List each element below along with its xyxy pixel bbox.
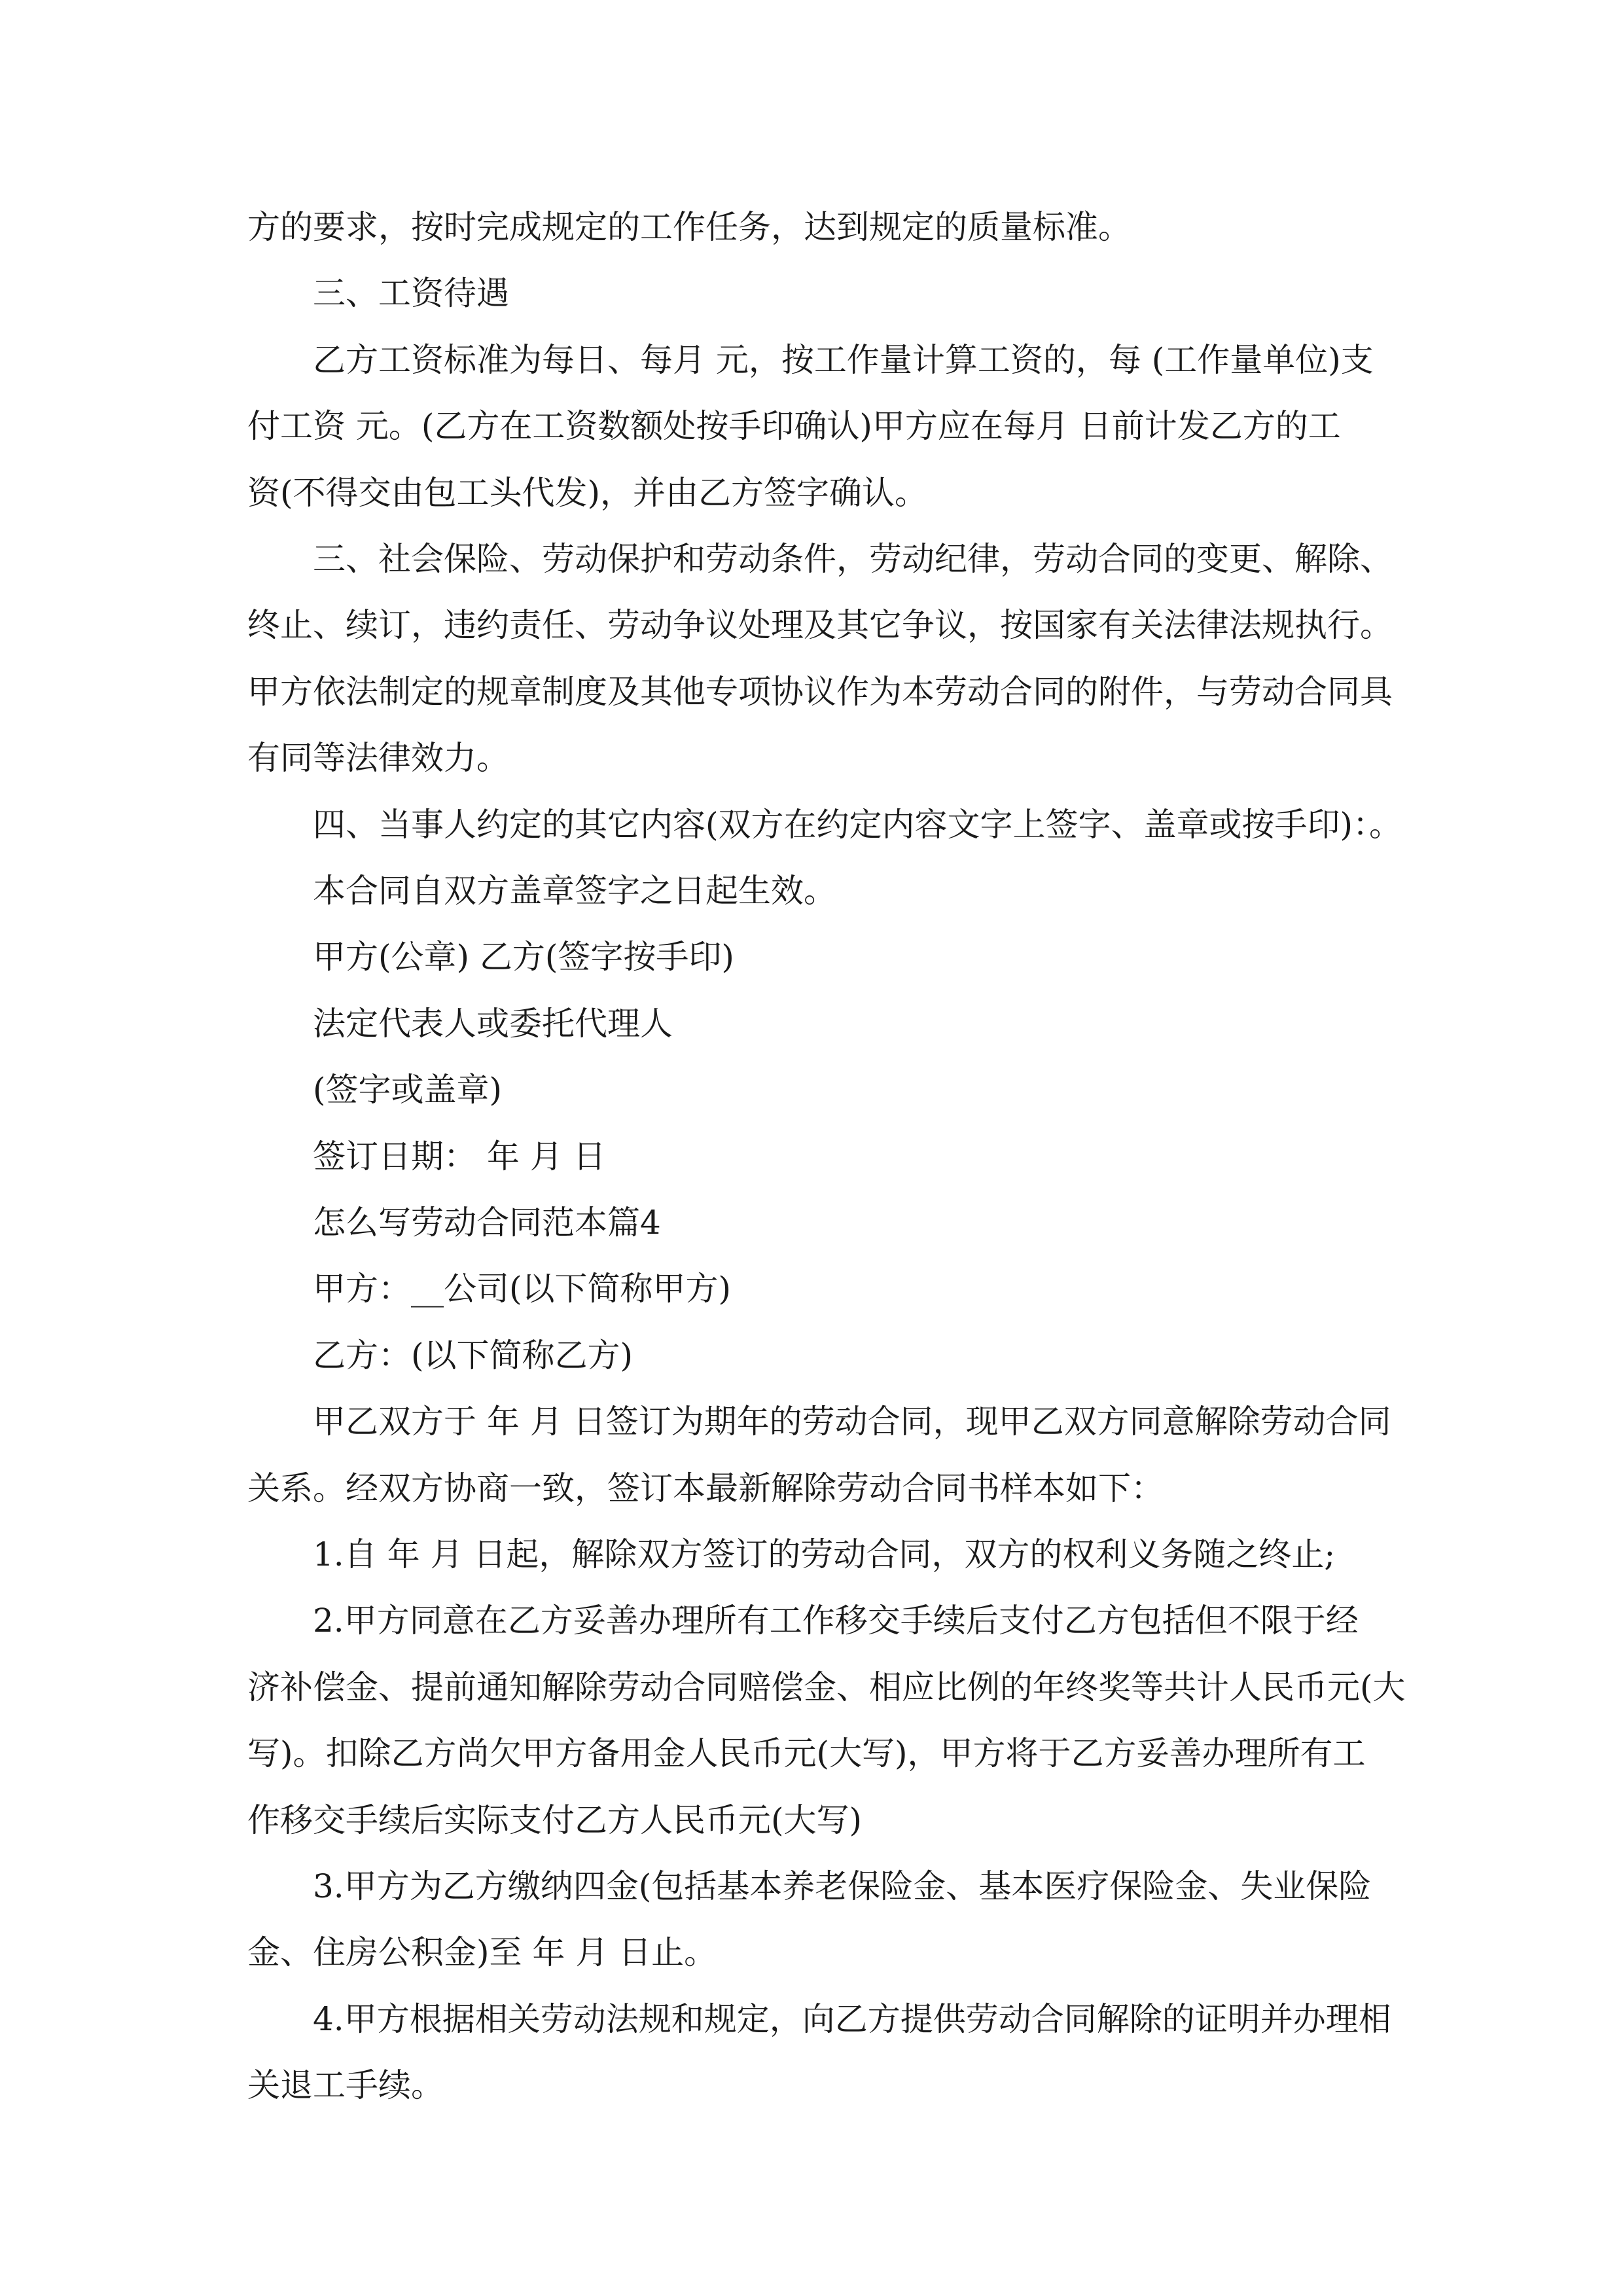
text-line: 终止、续订，违约责任、劳动争议处理及其它争议，按国家有关法律法规执行。 bbox=[247, 606, 1393, 644]
list-item: 4.甲方根据相关劳动法规和规定，向乙方提供劳动合同解除的证明并办理相 bbox=[313, 2000, 1391, 2038]
section-heading: 三、工资待遇 bbox=[313, 274, 509, 312]
list-item: 3.甲方为乙方缴纳四金(包括基本养老保险金、基本医疗保险金、失业保险 bbox=[313, 1867, 1372, 1905]
text-line: 甲乙双方于 年 月 日签订为期年的劳动合同，现甲乙双方同意解除劳动合同 bbox=[313, 1403, 1391, 1441]
text-line: 付工资 元。(乙方在工资数额处按手印确认)甲方应在每月 日前计发乙方的工 bbox=[247, 407, 1341, 445]
text-line: 三、社会保险、劳动保护和劳动条件，劳动纪律，劳动合同的变更、解除、 bbox=[313, 540, 1393, 578]
text-line: 有同等法律效力。 bbox=[247, 739, 509, 777]
text-line: 济补偿金、提前通知解除劳动合同赔偿金、相应比例的年终奖等共计人民币元(大 bbox=[247, 1668, 1406, 1706]
list-item: 1.自 年 月 日起，解除双方签订的劳动合同，双方的权利义务随之终止; bbox=[313, 1535, 1336, 1573]
text-line: 本合同自双方盖章签字之日起生效。 bbox=[313, 872, 836, 910]
text-line: 资(不得交由包工头代发)，并由乙方签字确认。 bbox=[247, 474, 928, 512]
text-line: 金、住房公积金)至 年 月 日止。 bbox=[247, 1933, 717, 1971]
text-line: 关退工手续。 bbox=[247, 2066, 444, 2104]
party-a-line: 甲方：__公司(以下简称甲方) bbox=[313, 1270, 732, 1308]
text-line: 乙方工资标准为每日、每月 元，按工作量计算工资的，每 (工作量单位)支 bbox=[313, 341, 1374, 379]
list-item: 2.甲方同意在乙方妥善办理所有工作移交手续后支付乙方包括但不限于经 bbox=[313, 1602, 1359, 1640]
text-line: (签字或盖章) bbox=[313, 1071, 503, 1109]
text-line: 法定代表人或委托代理人 bbox=[313, 1005, 673, 1043]
signature-parties-line: 甲方(公章) 乙方(签字按手印) bbox=[313, 938, 734, 976]
signing-date-line: 签订日期： 年 月 日 bbox=[313, 1138, 606, 1175]
text-line: 作移交手续后实际支付乙方人民币元(大写) bbox=[247, 1801, 863, 1839]
text-line: 写)。扣除乙方尚欠甲方备用金人民币元(大写)，甲方将于乙方妥善办理所有工 bbox=[247, 1734, 1366, 1772]
section-heading: 怎么写劳动合同范本篇4 bbox=[313, 1204, 661, 1242]
text-line: 方的要求，按时完成规定的工作任务，达到规定的质量标准。 bbox=[247, 208, 1131, 246]
text-line: 关系。经双方协商一致，签订本最新解除劳动合同书样本如下： bbox=[247, 1469, 1164, 1507]
text-line: 甲方依法制定的规章制度及其他专项协议作为本劳动合同的附件，与劳动合同具 bbox=[247, 673, 1393, 711]
text-line: 四、当事人约定的其它内容(双方在约定内容文字上签字、盖章或按手印)：。 bbox=[313, 806, 1402, 844]
party-b-line: 乙方：(以下简称乙方) bbox=[313, 1336, 633, 1374]
